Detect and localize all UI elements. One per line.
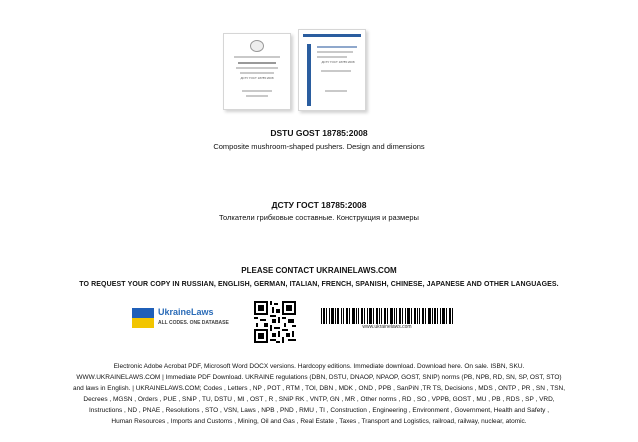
request-copy-notice: TO REQUEST YOUR COPY IN RUSSIAN, ENGLISH, GERMAN, ITALIAN, FRENCH, SPANISH, CHINESE, JAPANESE AND OTHER LANGUAGES. [79,281,559,288]
cover-left-title: ДСТУ ГОСТ 18785:2008 [240,76,274,80]
russian-standard-code: ДСТУ ГОСТ 18785:2008 [271,200,367,210]
cover-blue-bar [307,44,311,106]
english-standard-title: Composite mushroom-shaped pushers. Design and dimensions [213,142,425,151]
document-cover-left [223,33,291,110]
emblem-icon [250,40,264,52]
footer-text [20,361,618,427]
logo-tagline: ALL CODES. ONE DATABASE [158,320,229,326]
barcode-icon [321,308,453,324]
qr-code-icon [254,301,296,343]
document-cover-right [298,29,366,111]
contact-heading: PLEASE CONTACT UKRAINELAWS.COM [241,266,397,275]
ukraine-flag-icon [132,308,154,328]
cover-right-title: ДСТУ ГОСТ 18785:2008 [321,60,355,64]
footer-line-3: and laws in English. | UKRAINELAWS.COM; Codes , Letters , NP , POT , RTM , TOI, DBN , MDK , OND , PPB , SanPiN ,TR TS, Decisions , MDS , ONTP , PR , SN , TSN, [72,385,566,392]
barcode-url: www.ukrainelaws.com [362,324,412,330]
barcode [321,308,453,332]
footer-line-1: Electronic Adobe Acrobat PDF, Microsoft Word DOCX versions. Hardcopy editions. Immediate download. Download here. On sale. ISBN, SKU. [113,363,525,370]
footer-line-6: Human Resources , Imports and Customs , Mining, Oil and Gas , Real Estate , Taxes , Transport and Logistics, railroad, railway, nuclear, atomic. [111,418,527,425]
footer-line-2: WWW.UKRAINELAWS.COM | Immediate PDF Download. UKRAINE regulations (DBN, DSTU, DNAOP, NPAOP, GOST, SNIP) norms (PB, NPB, RD, SN, SP, OST, STO) [76,374,562,381]
english-standard-code: DSTU GOST 18785:2008 [270,128,368,138]
cover-blue-stripe [303,34,361,37]
ukrainelaws-logo[interactable] [132,306,244,330]
footer-line-4: Decrees , MGSN , Orders , PUE , SNiP , TU, DSTU , MI , OST , R , SNiP RK , VNTP, GN , MR , Other norms , RD , SO , VPPB, GOST , MU , PB , RDS , SP , VRD, [83,396,555,403]
footer-line-5: Instructions , ND , PNAE , Resolutions , STO , VSN, Laws , NPB , PND , RMU , TI , Construction , Engineering , Environment , Government, Health and Safety , [89,407,549,414]
russian-standard-title: Толкатели грибковые составные. Конструкция и размеры [219,213,419,222]
logo-name: UkraineLaws [158,307,214,317]
